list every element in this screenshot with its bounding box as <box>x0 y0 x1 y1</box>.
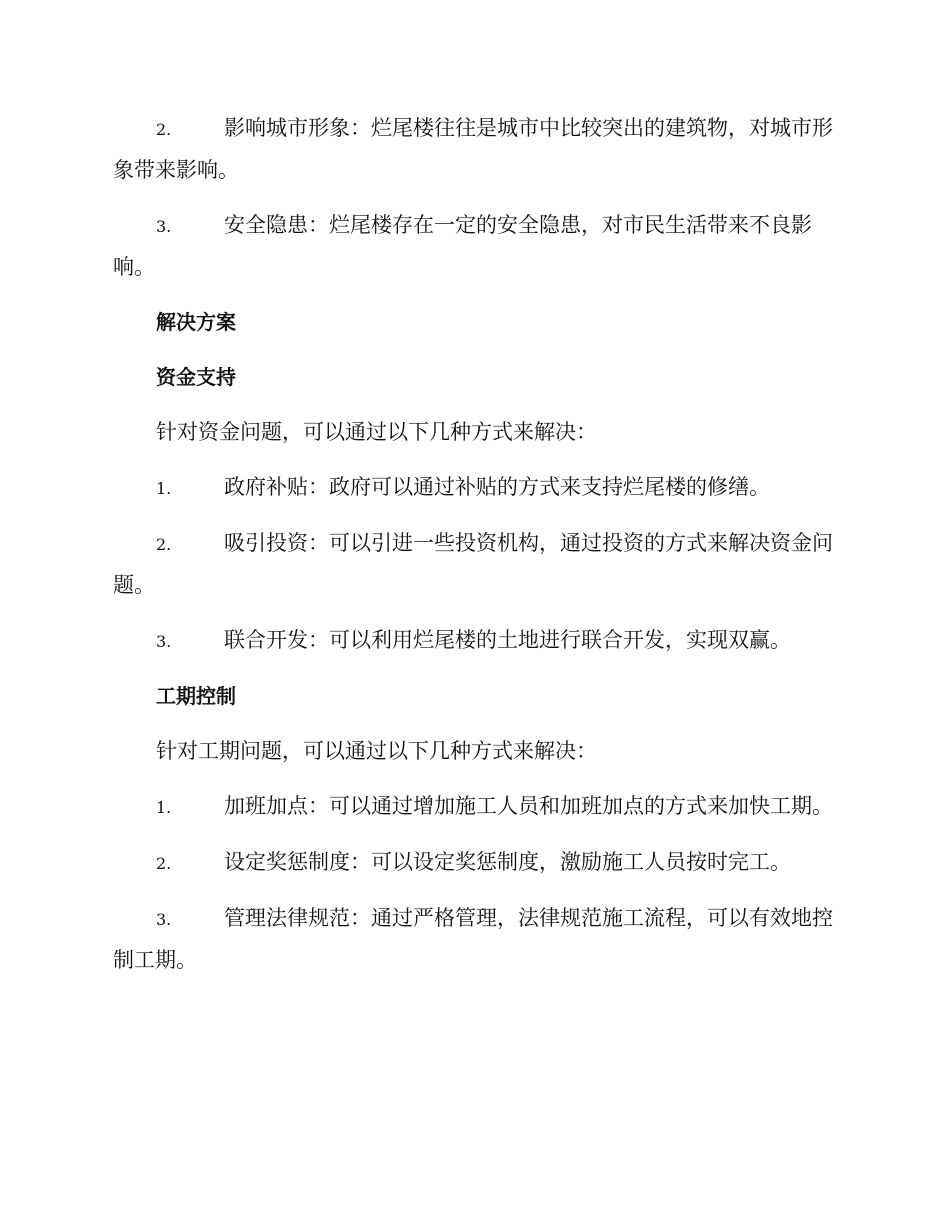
list-item-text: 设定奖惩制度：可以设定奖惩制度，激励施工人员按时完工。 <box>224 850 791 874</box>
list-item-government-subsidy <box>113 467 835 509</box>
paragraph-funding-intro: 针对资金问题，可以通过以下几种方式来解决： <box>156 420 597 444</box>
section-heading-solutions: 解决方案 <box>156 310 236 334</box>
list-item-text: 影响城市形象：烂尾楼往往是城市中比较突出的建筑物，对城市形象带来影响。 <box>113 116 833 182</box>
list-item-text: 加班加点：可以通过增加施工人员和加班加点的方式来加快工期。 <box>224 794 833 818</box>
list-item-reward-penalty <box>113 842 835 884</box>
subsection-heading-funding: 资金支持 <box>156 365 236 389</box>
paragraph-schedule-intro: 针对工期问题，可以通过以下几种方式来解决： <box>156 739 597 763</box>
list-number: 3. <box>156 217 172 236</box>
list-item-safety-hazard <box>113 205 835 288</box>
list-number: 2. <box>156 535 172 554</box>
list-item-legal-management <box>113 898 835 981</box>
list-item-text: 吸引投资：可以引进一些投资机构，通过投资的方式来解决资金问题。 <box>113 531 833 597</box>
subsection-heading-schedule: 工期控制 <box>156 684 236 708</box>
list-item-overtime <box>113 786 835 828</box>
list-item-attract-investment <box>113 523 835 606</box>
list-item-text: 安全隐患：烂尾楼存在一定的安全隐患，对市民生活带来不良影响。 <box>113 213 812 279</box>
list-number: 2. <box>156 120 172 139</box>
list-number: 1. <box>156 479 172 498</box>
list-item-text: 管理法律规范：通过严格管理，法律规范施工流程，可以有效地控制工期。 <box>113 906 833 972</box>
list-number: 1. <box>156 798 172 817</box>
list-item-text: 政府补贴：政府可以通过补贴的方式来支持烂尾楼的修缮。 <box>224 475 770 499</box>
list-number: 2. <box>156 854 172 873</box>
list-item-text: 联合开发：可以利用烂尾楼的土地进行联合开发，实现双赢。 <box>224 628 791 652</box>
list-item-joint-development <box>113 620 835 662</box>
list-item-city-image <box>113 108 835 191</box>
list-number: 3. <box>156 632 172 651</box>
list-number: 3. <box>156 910 172 929</box>
document-body <box>113 108 835 995</box>
